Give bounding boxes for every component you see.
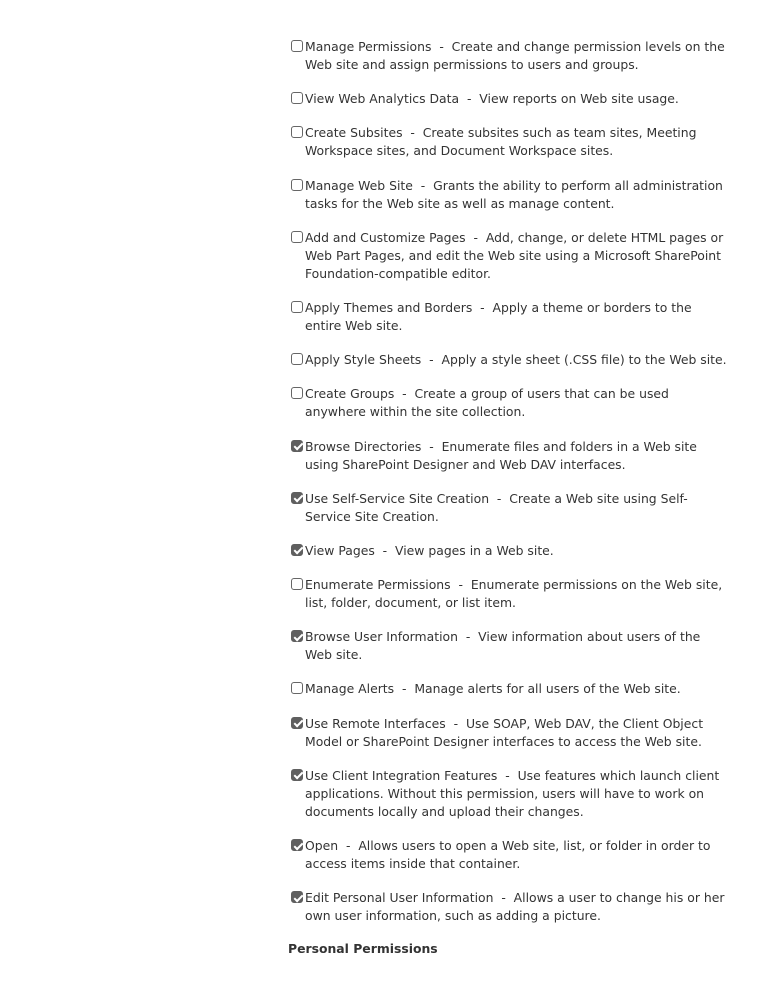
permission-item — [291, 385, 731, 421]
permission-label: View Pages - View pages in a Web site. — [305, 542, 554, 558]
permission-checkbox[interactable] — [291, 891, 303, 903]
permission-checkbox[interactable] — [291, 353, 303, 365]
permission-label: Apply Themes and Borders - Apply a theme or borders to the entire Web site. — [305, 299, 692, 333]
permission-label: Browse Directories - Enumerate files and folders in a Web site using SharePoint Designer and Web DAV interfaces. — [305, 438, 697, 472]
permission-checkbox[interactable] — [291, 179, 303, 191]
permission-checkbox[interactable] — [291, 839, 303, 851]
permission-checkbox[interactable] — [291, 492, 303, 504]
permission-item — [291, 299, 731, 335]
permission-label: Browse User Information - View information about users of the Web site. — [305, 629, 701, 663]
permission-item — [291, 542, 731, 560]
permission-label: Manage Permissions - Create and change permission levels on the Web site and assign permissions to users and groups. — [305, 39, 725, 72]
permission-checkbox[interactable] — [291, 578, 303, 590]
permission-checkbox[interactable] — [291, 544, 303, 556]
permission-item — [291, 767, 731, 821]
permission-item — [291, 490, 731, 526]
permission-item — [291, 576, 731, 612]
permission-item — [291, 837, 731, 873]
permission-item — [291, 90, 731, 108]
permission-label: Manage Web Site - Grants the ability to perform all administration tasks for the Web site as well as manage content. — [305, 177, 723, 211]
permission-label: Apply Style Sheets - Apply a style sheet (.CSS file) to the Web site. — [305, 352, 727, 368]
permission-checkbox[interactable] — [291, 717, 303, 729]
permission-item — [291, 680, 731, 698]
site-permissions-list — [291, 38, 731, 941]
permission-item — [291, 38, 731, 74]
permission-item — [291, 124, 731, 160]
permission-label: Enumerate Permissions - Enumerate permissions on the Web site, list, folder, document, or list item. — [305, 577, 723, 611]
permission-label: View Web Analytics Data - View reports on Web site usage. — [305, 91, 679, 107]
permission-item — [291, 351, 731, 369]
permission-checkbox[interactable] — [291, 92, 303, 104]
permission-item — [291, 628, 731, 664]
permission-label: Manage Alerts - Manage alerts for all users of the Web site. — [305, 681, 681, 697]
permission-checkbox[interactable] — [291, 231, 303, 243]
permission-label: Use Remote Interfaces - Use SOAP, Web DAV, the Client Object Model or SharePoint Designer interfaces to access the Web site. — [305, 715, 704, 749]
permission-item — [291, 177, 731, 213]
permission-item — [291, 889, 731, 925]
permission-label: Create Subsites - Create subsites such as team sites, Meeting Workspace sites, and Document Workspace sites. — [305, 125, 697, 159]
permission-checkbox[interactable] — [291, 126, 303, 138]
permission-item — [291, 715, 731, 751]
personal-permissions-heading: Personal Permissions — [288, 941, 438, 956]
permission-checkbox[interactable] — [291, 682, 303, 694]
permission-label: Use Client Integration Features - Use features which launch client applications. Without this permission, users will have to work on documents locally and upload their changes. — [305, 767, 720, 819]
permission-checkbox[interactable] — [291, 301, 303, 313]
permission-checkbox[interactable] — [291, 769, 303, 781]
permission-label: Use Self-Service Site Creation - Create a Web site using Self-Service Site Creation. — [305, 490, 688, 524]
permission-item — [291, 229, 731, 283]
permission-checkbox[interactable] — [291, 630, 303, 642]
permission-label: Open - Allows users to open a Web site, list, or folder in order to access items inside that container. — [305, 838, 711, 871]
permission-label: Edit Personal User Information - Allows a user to change his or her own user information, such as adding a picture. — [305, 890, 725, 924]
permission-checkbox[interactable] — [291, 387, 303, 399]
permission-checkbox[interactable] — [291, 440, 303, 452]
permission-label: Add and Customize Pages - Add, change, or delete HTML pages or Web Part Pages, and edit the Web site using a Microsoft SharePoint Foundation-compatible editor. — [305, 229, 724, 281]
permission-item — [291, 438, 731, 474]
permission-checkbox[interactable] — [291, 40, 303, 52]
permission-label: Create Groups - Create a group of users that can be used anywhere within the site collection. — [305, 386, 669, 420]
